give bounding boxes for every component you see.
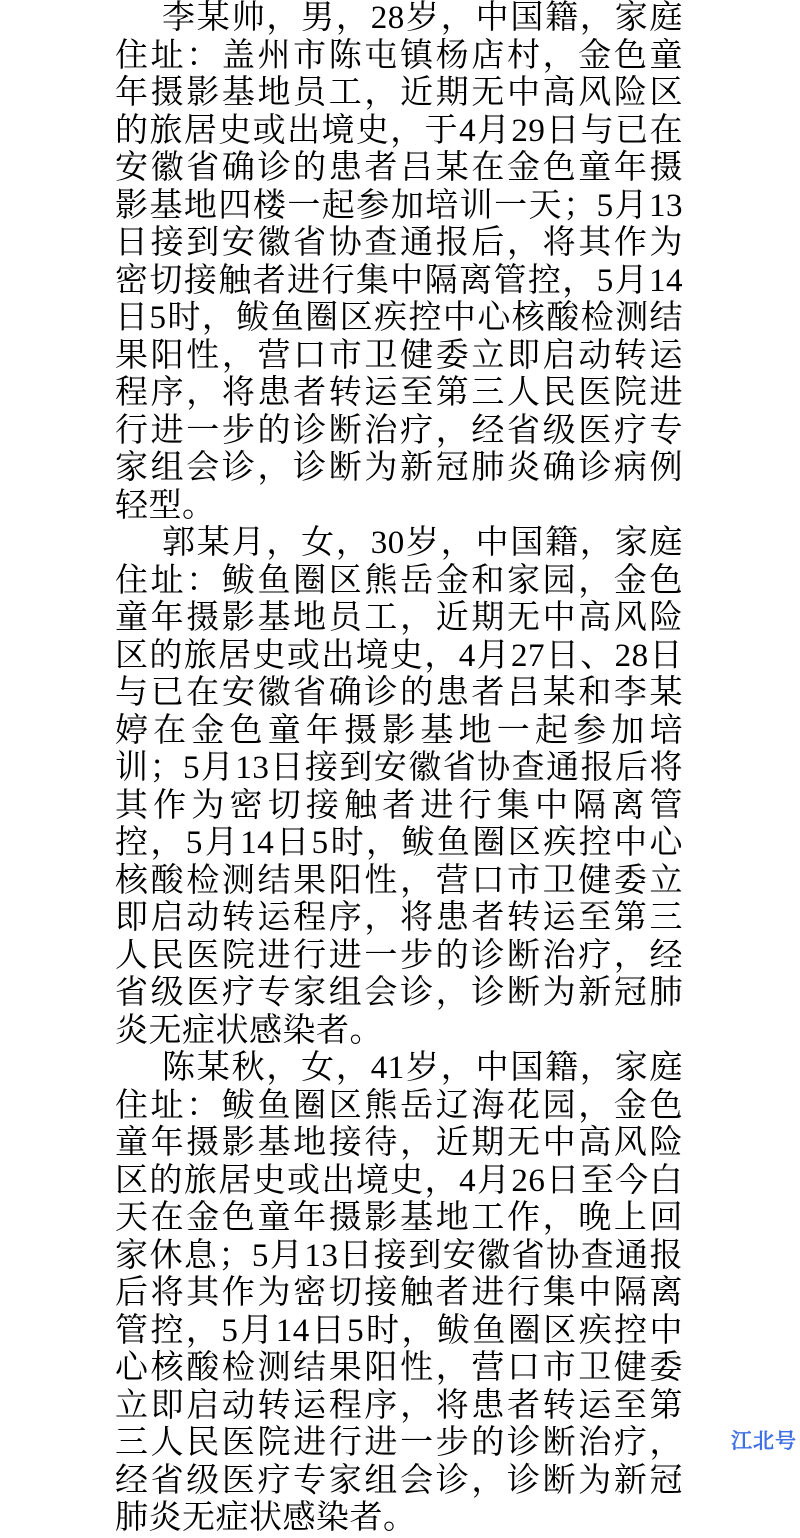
document-body (115, 0, 683, 1538)
case-paragraph-1: 李某帅，男，28岁，中国籍，家庭住址：盖州市陈屯镇杨店村，金色童年摄影基地员工，近期无中高风险区的旅居史或出境史，于4月29日与已在安徽省确诊的患者吕某在金色童年摄影基地四楼一起参加培训一天；5月13日接到安徽省协查通报后，将其作为密切接触者进行集中隔离管控，5月14日5时，鲅鱼圈区疾控中心核酸检测结果阳性，营口市卫健委立即启动转运程序，将患者转运至第三人民医院进行进一步的诊断治疗，经省级医疗专家组会诊，诊断为新冠肺炎确诊病例轻型。 (115, 0, 683, 524)
case-paragraph-2: 郭某月，女，30岁，中国籍，家庭住址：鲅鱼圈区熊岳金和家园，金色童年摄影基地员工，近期无中高风险区的旅居史或出境史，4月27日、28日与已在安徽省确诊的患者吕某和李某婷在金色童年摄影基地一起参加培训；5月13日接到安徽省协查通报后将其作为密切接触者进行集中隔离管控，5月14日5时，鲅鱼圈区疾控中心核酸检测结果阳性，营口市卫健委立即启动转运程序，将患者转运至第三人民医院进行进一步的诊断治疗，经省级医疗专家组会诊，诊断为新冠肺炎无症状感染者。 (115, 525, 683, 1049)
case-paragraph-3: 陈某秋，女，41岁，中国籍，家庭住址：鲅鱼圈区熊岳辽海花园，金色童年摄影基地接待，近期无中高风险区的旅居史或出境史，4月26日至今白天在金色童年摄影基地工作，晚上回家休息；5月13日接到安徽省协查通报后将其作为密切接触者进行集中隔离管控，5月14日5时，鲅鱼圈区疾控中心核酸检测结果阳性，营口市卫健委立即启动转运程序，将患者转运至第三人民医院进行进一步的诊断治疗，经省级医疗专家组会诊，诊断为新冠肺炎无症状感染者。 (115, 1050, 683, 1536)
source-watermark: 江北号 (731, 1430, 797, 1453)
